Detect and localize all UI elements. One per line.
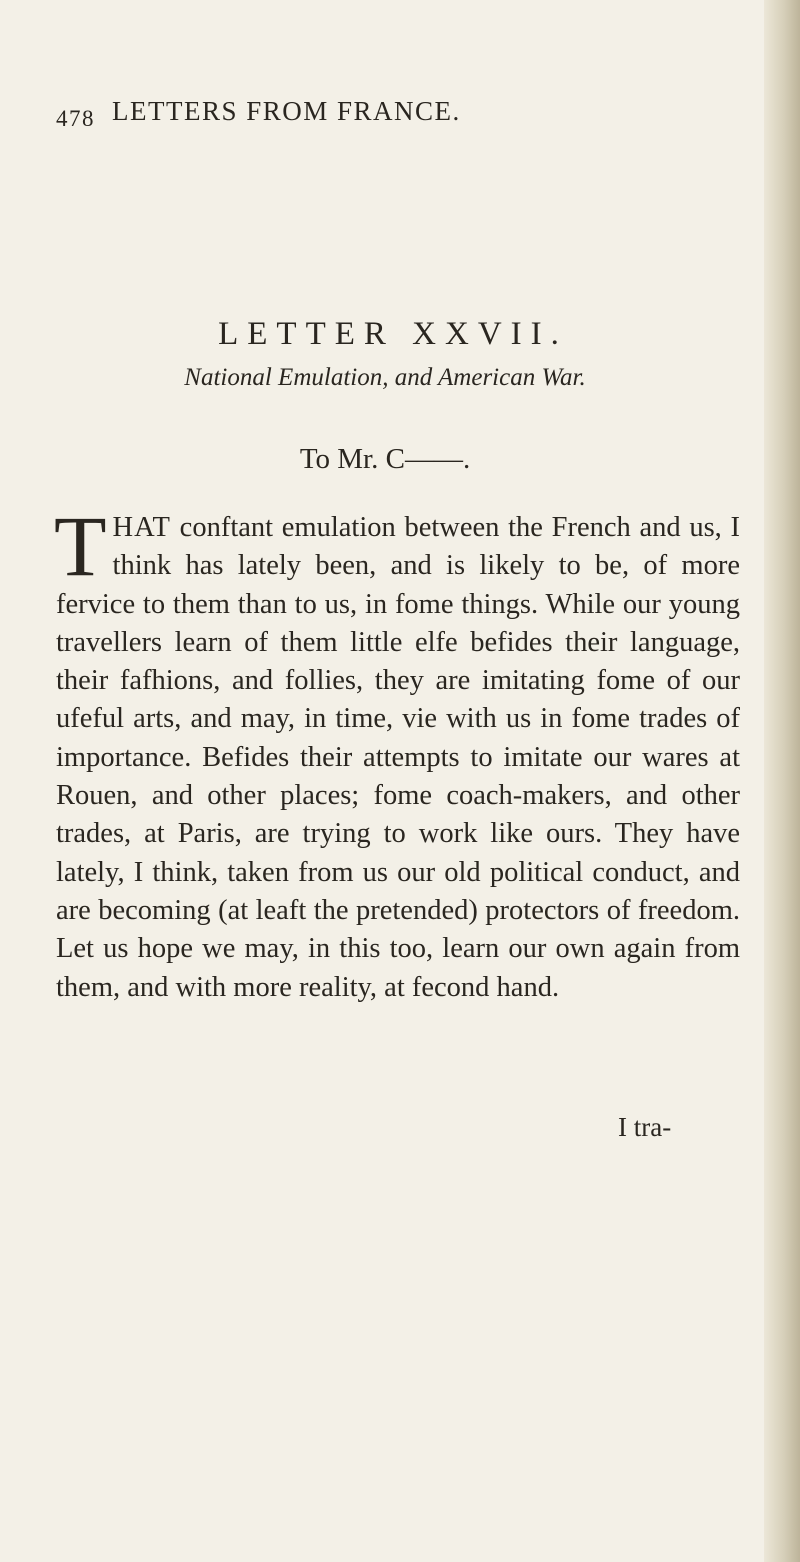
- running-title: LETTERS FROM FRANCE.: [112, 96, 461, 126]
- letter-heading: LETTER XXVII.: [218, 316, 568, 352]
- body-paragraph: conftant emulation between the French and us, I think has lately been, and is likely to be, of more fervice to them than to us, in fome things. While our young travellers learn of them little elfe befides their language, their fafhions, and follies, they are imitating fome of our ufeful arts, and may, in time, vie with us in fome trades of importance. Befides their attempts to imitate our wares at Rouen, and other places; fome coach-makers, and other trades, at Paris, are trying to work like ours. They have lately, I think, taken from us our old political conduct, and are becoming (at leaft the pretended) protectors of freedom. Let us hope we may, in this too, learn our own again from them, and with more reality, at fecond hand.: [56, 512, 740, 1003]
- page-edge: [764, 0, 800, 1562]
- drop-cap: T: [54, 498, 107, 594]
- page-number: 478: [56, 106, 95, 131]
- catchword: I tra-: [618, 1112, 672, 1142]
- letter-body: [54, 498, 740, 1007]
- letter-subtitle: National Emulation, and American War.: [184, 364, 586, 391]
- running-head: [56, 96, 756, 146]
- letter-addressee: To Mr. C——.: [299, 443, 471, 475]
- opening-word: HAT: [112, 512, 171, 543]
